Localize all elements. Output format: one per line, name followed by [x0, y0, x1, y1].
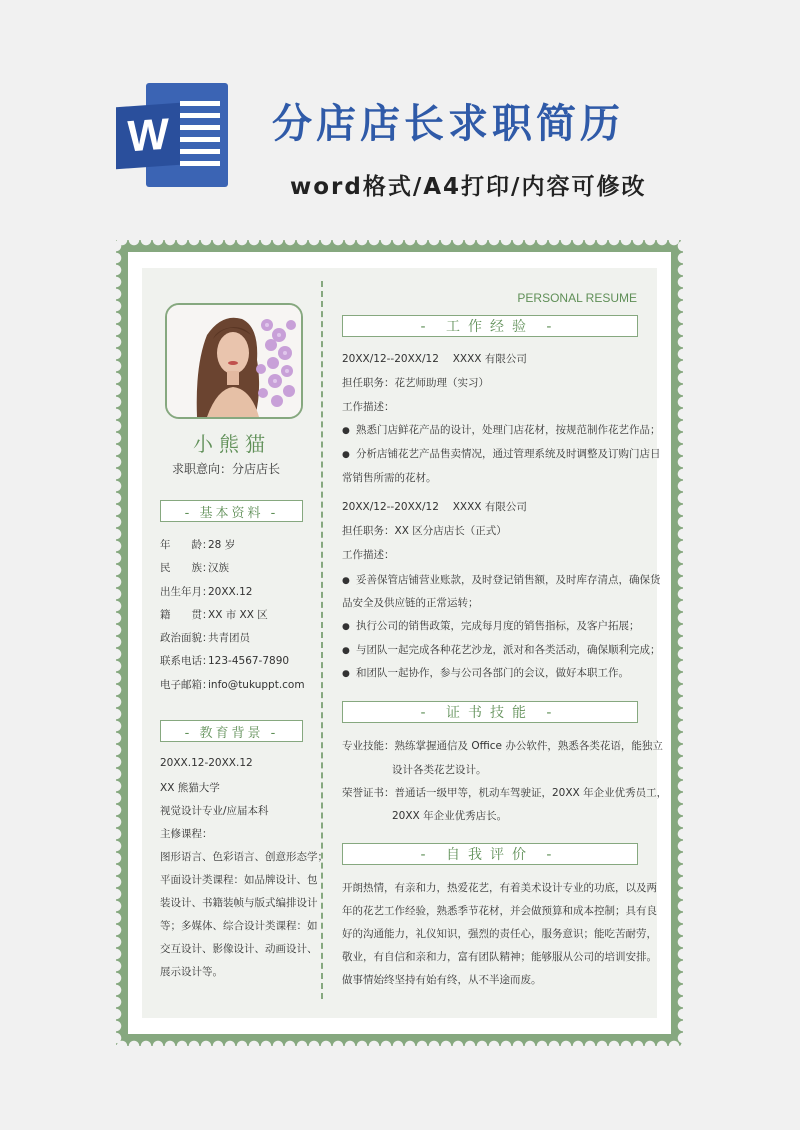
education-heading: - 教育背景 - [160, 720, 303, 742]
profile-photo [165, 303, 303, 419]
bullet-icon: ● [342, 646, 350, 656]
work-line: 20XX/12--20XX/12 XXXX 有限公司 [342, 353, 527, 365]
self-eval-line: 做事情始终坚持有始有终，从不半途而废。 [342, 974, 542, 986]
edu-line: 交互设计、影像设计、动画设计、 [160, 943, 318, 955]
work-line: 常销售所需的花材。 [342, 472, 437, 484]
bullet-icon: ● [342, 622, 350, 632]
word-letter: W [116, 103, 180, 169]
self-eval-line: 年的花艺工作经验，熟悉季节花材，并会做预算和成本控制；具有良 [342, 905, 657, 917]
bullet-icon: ● [342, 669, 350, 679]
work-heading: - 工作经验 - [342, 315, 638, 337]
basic-info-heading: - 基本资料 - [160, 500, 303, 522]
edu-line: 视觉设计专业/应届本科 [160, 805, 269, 817]
info-row-ethnicity: 民 族：汉族 [160, 562, 229, 574]
edu-line: 图形语言、色彩语言、创意形态学； [160, 851, 328, 863]
work-line: 担任职务：花艺师助理（实习） [342, 377, 489, 389]
edu-line: 装设计、书籍装帧与版式编排设计 [160, 897, 318, 909]
word-doc-icon [116, 83, 228, 187]
info-row-email: 电子邮箱：info@tukuppt.com [160, 679, 305, 691]
work-bullet: ● 与团队一起完成各种花艺沙龙，派对和各类活动，确保顺利完成； [342, 644, 661, 656]
info-row-age: 年 龄：28 岁 [160, 539, 236, 551]
edu-line: 20XX.12-20XX.12 [160, 757, 253, 769]
edu-line: 主修课程： [160, 828, 213, 840]
candidate-name: 小熊猫 [193, 432, 271, 456]
skills-line: 专业技能：熟练掌握通信及 Office 办公软件，熟悉各类花语，能独立 [342, 740, 663, 752]
self-eval-line: 开朗热情，有亲和力，热爱花艺，有着美术设计专业的功底，以及两 [342, 882, 657, 894]
self-eval-line: 敬业，有自信和亲和力，富有团队精神；能够服从公司的培训安排。 [342, 951, 657, 963]
work-bullet: ● 和团队一起协作，参与公司各部门的会议，做好本职工作。 [342, 667, 629, 679]
work-bullet: ● 执行公司的销售政策，完成每月度的销售指标，及客户拓展； [342, 620, 640, 632]
self-eval-line: 好的沟通能力，礼仪知识，强烈的责任心，服务意识；能吃苦耐劳， [342, 928, 657, 940]
skills-heading: - 证书技能 - [342, 701, 638, 723]
scallop-left [110, 240, 122, 1046]
work-line: 担任职务：XX 区分店店长（正式） [342, 525, 507, 537]
skills-line: 设计各类花艺设计。 [392, 764, 487, 776]
scallop-right [677, 240, 689, 1046]
work-line: 工作描述： [342, 401, 395, 413]
work-bullet: ● 分析店铺花艺产品售卖情况，通过管理系统及时调整及订购门店日 [342, 448, 661, 460]
column-divider [321, 281, 323, 999]
personal-resume-label: PERSONAL RESUME [517, 291, 637, 305]
edu-line: 展示设计等。 [160, 966, 223, 978]
work-line: 品安全及供应链的正常运转； [342, 597, 479, 609]
self-eval-heading: - 自我评价 - [342, 843, 638, 865]
info-row-birth: 出生年月：20XX.12 [160, 586, 253, 598]
info-row-origin: 籍 贯：XX 市 XX 区 [160, 609, 268, 621]
scallop-bottom [116, 1040, 683, 1052]
skills-line: 20XX 年企业优秀店长。 [392, 810, 508, 822]
edu-line: XX 熊猫大学 [160, 782, 220, 794]
info-row-politics: 政治面貌：共青团员 [160, 632, 250, 644]
work-bullet: ● 妥善保管店铺营业账款，及时登记销售额，及时库存清点，确保货 [342, 574, 661, 586]
scallop-top [116, 234, 683, 246]
bullet-icon: ● [342, 426, 350, 436]
work-bullet: ● 熟悉门店鲜花产品的设计，处理门店花材，按规范制作花艺作品； [342, 424, 661, 436]
edu-line: 等；多媒体、综合设计类课程：如 [160, 920, 318, 932]
edu-line: 平面设计类课程：如品牌设计、包 [160, 874, 318, 886]
bullet-icon: ● [342, 450, 350, 460]
info-row-phone: 联系电话：123-4567-7890 [160, 655, 290, 667]
work-line: 工作描述： [342, 549, 395, 561]
work-line: 20XX/12--20XX/12 XXXX 有限公司 [342, 501, 527, 513]
header-title: 分店店长求职简历 [272, 101, 624, 147]
bullet-icon: ● [342, 576, 350, 586]
skills-line: 荣誉证书：普通话一级甲等，机动车驾驶证，20XX 年企业优秀员工， [342, 787, 668, 799]
header-subtitle: word格式/A4打印/内容可修改 [290, 174, 647, 200]
job-intent: 求职意向：分店店长 [172, 462, 281, 476]
